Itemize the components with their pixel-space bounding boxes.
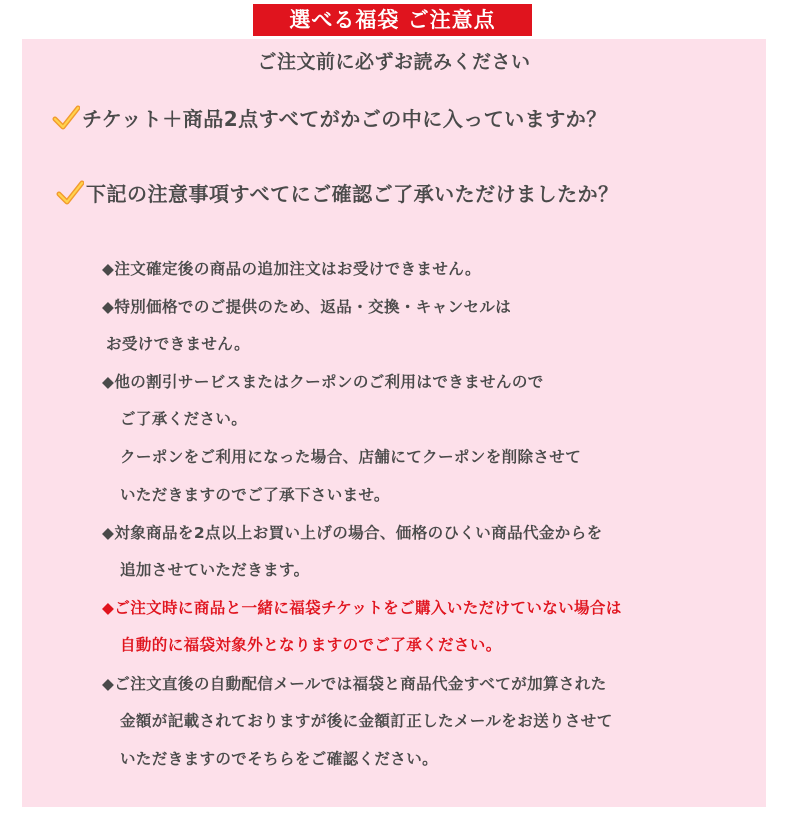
note-line: 金額が記載されておりますが後に金額訂正したメールをお送りさせて: [120, 712, 613, 730]
warning-line: ◆ご注文時に商品と一緒に福袋チケットをご購入いただけていない場合は: [102, 599, 622, 617]
check-text: 下記の注意事項すべてにご確認ご了承いただけましたか？: [86, 182, 619, 206]
warning-line: 自動的に福袋対象外となりますのでご了承ください。: [120, 636, 502, 654]
note-line: ◆特別価格でのご提供のため、返品・交換・キャンセルは: [102, 298, 512, 316]
checklist-item-confirm: [56, 178, 619, 207]
checklist-item-tickets: [52, 103, 607, 132]
subtitle: ご注文前に必ずお読みください: [257, 51, 531, 73]
check-text: チケット＋商品2点すべてがかごの中に入っていますか？: [82, 107, 607, 131]
note-line: いただきますのでご了承下さいませ。: [120, 486, 390, 504]
check-mark-icon: [56, 180, 84, 206]
note-line: ◆対象商品を2点以上お買い上げの場合、価格のひくい商品代金からを: [102, 524, 603, 542]
note-line: ◆他の割引サービスまたはクーポンのご利用はできませんので: [102, 373, 544, 391]
banner-title: 選べる福袋 ご注意点: [289, 8, 496, 32]
note-line: お受けできません。: [106, 335, 251, 353]
note-line: 追加させていただきます。: [120, 561, 310, 579]
check-mark-icon: [52, 105, 80, 131]
note-line: ご了承ください。: [120, 410, 248, 428]
notice-banner: [253, 4, 532, 36]
note-line: ◆注文確定後の商品の追加注文はお受けできません。: [102, 260, 481, 278]
note-line: クーポンをご利用になった場合、店舗にてクーポンを削除させて: [120, 448, 582, 466]
note-line: ◆ご注文直後の自動配信メールでは福袋と商品代金すべてが加算された: [102, 675, 607, 693]
note-line: いただきますのでそちらをご確認ください。: [120, 750, 439, 768]
